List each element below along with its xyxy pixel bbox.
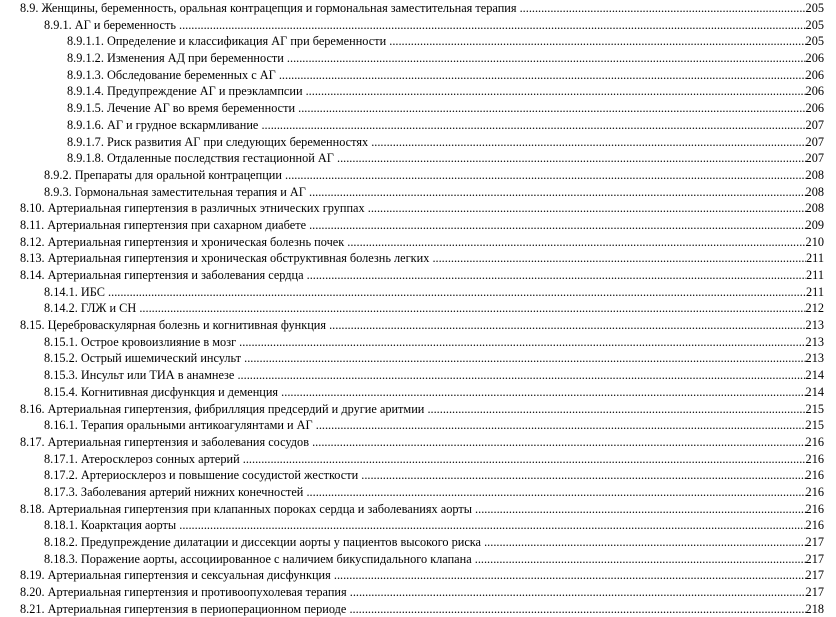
- toc-entry-title: Заболевания артерий нижних конечностей: [80, 484, 304, 499]
- toc-entry-title: Артериальная гипертензия и хроническая болезнь почек: [47, 234, 345, 249]
- toc-entry-title: Артериальная гипертензия при клапанных пороках сердца и заболеваниях аорты: [47, 501, 472, 516]
- toc-entry-label: [20, 317, 816, 334]
- toc-entry[interactable]: [0, 551, 836, 568]
- toc-entry-page: 213: [805, 318, 824, 333]
- toc-entry-page: 211: [806, 251, 824, 266]
- toc-entry-label: [67, 150, 816, 167]
- toc-entry-label: [20, 250, 816, 267]
- toc-entry[interactable]: [0, 67, 836, 84]
- toc-entry-label: [20, 401, 816, 418]
- toc-entry-title: Артериальная гипертензия и сексуальная дисфункция: [47, 568, 331, 583]
- toc-entry-title: АГ и беременность: [74, 17, 176, 32]
- toc-entry-number: 8.15.4.: [44, 384, 78, 399]
- toc-entry-page: 206: [805, 101, 824, 116]
- toc-entry-number: 8.15.3.: [44, 368, 78, 383]
- toc-entry[interactable]: [0, 467, 836, 484]
- toc-entry-number: 8.12.: [20, 234, 45, 249]
- toc-entry-number: 8.15.2.: [44, 351, 78, 366]
- toc-entry-page: 207: [805, 151, 824, 166]
- toc-entry-title: Обследование беременных с АГ: [106, 67, 276, 82]
- toc-entry[interactable]: [0, 50, 836, 67]
- toc-entry[interactable]: [0, 250, 836, 267]
- toc-entry-label: [44, 334, 816, 351]
- toc-entry-page: 218: [805, 601, 824, 616]
- toc-entry[interactable]: [0, 317, 836, 334]
- toc-entry-label: [20, 217, 816, 234]
- toc-entry-title: Артериальная гипертензия в периоперационном периоде: [47, 601, 347, 616]
- toc-entry-title: АГ и грудное вскармливание: [106, 117, 259, 132]
- toc-entry-number: 8.9.1.: [44, 17, 72, 32]
- toc-entry[interactable]: [0, 134, 836, 151]
- toc-entry-number: 8.18.2.: [44, 535, 78, 549]
- toc-entry-number: 8.16.1.: [44, 418, 78, 433]
- toc-entry-label: [20, 0, 816, 17]
- toc-entry-page: 208: [805, 184, 824, 199]
- toc-entry-title: Поражение аорты, ассоциированное с наличием бикуспидального клапана: [80, 551, 472, 566]
- toc-entry-title: Изменения АД при беременности: [106, 51, 284, 66]
- toc-entry-number: 8.18.3.: [44, 551, 78, 566]
- toc-entry[interactable]: [0, 501, 836, 518]
- toc-entry-page: 216: [805, 451, 824, 466]
- toc-entry-number: 8.21.: [20, 601, 45, 616]
- toc-entry-number: 8.9.1.6.: [67, 117, 104, 132]
- toc-entry-title: Артериальная гипертензия и заболевания сосудов: [47, 434, 310, 449]
- toc-entry-label: [44, 551, 816, 568]
- toc-entry-title: Инсульт или ТИА в анамнезе: [80, 368, 235, 383]
- toc-entry-title: ИБС: [80, 284, 105, 299]
- toc-entry[interactable]: [0, 451, 836, 468]
- toc-entry[interactable]: [0, 484, 836, 501]
- toc-entry-number: 8.15.1.: [44, 334, 78, 349]
- toc-entry-number: 8.9.1.8.: [67, 151, 104, 166]
- toc-entry-label: [44, 467, 816, 484]
- toc-entry-number: 8.14.: [20, 268, 45, 282]
- toc-entry-page: 208: [805, 201, 824, 216]
- toc-entry[interactable]: [0, 33, 836, 50]
- toc-entry-page: 207: [805, 117, 824, 132]
- toc-entry-number: 8.9.: [20, 1, 39, 15]
- toc-entry-page: 209: [805, 217, 824, 232]
- toc-entry-page: 205: [805, 17, 824, 32]
- toc-entry-number: 8.9.1.2.: [67, 51, 104, 66]
- toc-entry-number: 8.18.: [20, 501, 45, 516]
- toc-entry-number: 8.9.2.: [44, 167, 72, 182]
- toc-entry-number: 8.9.1.3.: [67, 67, 104, 82]
- toc-entry-label: [44, 17, 816, 34]
- toc-entry-label: [67, 67, 816, 84]
- toc-entry-number: 8.18.1.: [44, 518, 78, 533]
- toc-entry-page: 206: [805, 67, 824, 82]
- toc-entry-title: Артериосклероз и повышение сосудистой жесткости: [80, 468, 359, 483]
- toc-entry[interactable]: [0, 267, 836, 284]
- toc-entry-title: Отдаленные последствия гестационной АГ: [106, 151, 334, 166]
- toc-entry-title: Цереброваскулярная болезнь и когнитивная функция: [47, 318, 327, 333]
- toc-entry-title: Риск развития АГ при следующих беременностях: [106, 134, 369, 149]
- toc-entry-label: [20, 584, 816, 601]
- toc-entry-label: [67, 100, 816, 117]
- toc-entry-title: Артериальная гипертензия, фибрилляция предсердий и другие аритмии: [47, 401, 425, 416]
- toc-entry-label: [67, 134, 816, 151]
- toc-entry-title: Когнитивная дисфункция и деменция: [80, 384, 279, 399]
- toc-entry-number: 8.19.: [20, 568, 45, 583]
- toc-entry-page: 217: [805, 568, 824, 583]
- toc-entry-page: 213: [805, 351, 824, 366]
- toc-entry-page: 205: [805, 1, 824, 15]
- toc-entry-label: [44, 300, 816, 317]
- toc-entry-label: [44, 384, 816, 401]
- toc-entry-number: 8.9.1.7.: [67, 134, 104, 149]
- toc-entry-title: Терапия оральными антикоагулянтами и АГ: [80, 418, 313, 433]
- toc-entry-page: 216: [805, 501, 824, 516]
- toc-entry-title: Острое кровоизлияние в мозг: [80, 334, 237, 349]
- toc-entry-page: 205: [805, 34, 824, 49]
- toc-entry-number: 8.16.: [20, 401, 45, 416]
- toc-entry[interactable]: [0, 401, 836, 418]
- toc-entry-label: [44, 451, 816, 468]
- toc-entry-label: [44, 184, 816, 201]
- toc-entry-label: [44, 534, 816, 551]
- toc-entry[interactable]: [0, 217, 836, 234]
- toc-entry[interactable]: [0, 83, 836, 100]
- toc-entry-label: [20, 234, 816, 251]
- toc-entry-title: ГЛЖ и СН: [80, 301, 137, 316]
- toc-entry[interactable]: [0, 100, 836, 117]
- toc-entry-label: [44, 167, 816, 184]
- toc-entry-label: [44, 350, 816, 367]
- toc-entry-label: [20, 434, 816, 451]
- toc-entry-title: Артериальная гипертензия и хроническая обструктивная болезнь легких: [47, 251, 430, 266]
- toc-entry[interactable]: [0, 117, 836, 134]
- toc-entry-number: 8.17.: [20, 434, 45, 449]
- toc-entry-label: [67, 83, 816, 100]
- toc-entry-page: 213: [805, 334, 824, 349]
- toc-entry-number: 8.17.3.: [44, 484, 78, 499]
- toc-entry-label: [44, 367, 816, 384]
- toc-entry-title: Артериальная гипертензия при сахарном диабете: [47, 217, 307, 232]
- toc-entry-label: [44, 517, 816, 534]
- toc-entry[interactable]: [0, 17, 836, 34]
- toc-entry[interactable]: [0, 434, 836, 451]
- toc-entry-label: [44, 484, 816, 501]
- toc-entry-number: 8.13.: [20, 251, 45, 266]
- toc-entry-number: 8.9.1.5.: [67, 101, 104, 116]
- toc-entry-title: Коарктация аорты: [80, 518, 177, 533]
- toc-entry[interactable]: [0, 517, 836, 534]
- toc-entry-page: 215: [805, 418, 824, 433]
- toc-entry-number: 8.20.: [20, 585, 45, 600]
- toc-entry-title: Препараты для оральной контрацепции: [74, 167, 282, 182]
- toc-entry-label: [20, 267, 816, 284]
- toc-entry-title: Артериальная гипертензия в различных этнических группах: [47, 201, 365, 216]
- toc-entry[interactable]: [0, 334, 836, 351]
- toc-entry[interactable]: [0, 200, 836, 217]
- toc-entry-title: Предупреждение АГ и преэклампсии: [106, 84, 303, 99]
- toc-entry-page: 210: [805, 234, 824, 249]
- toc-entry-title: Артериальная гипертензия и противоопухолевая терапия: [47, 585, 347, 600]
- toc-entry-page: 215: [805, 401, 824, 416]
- toc-entry-page: 206: [805, 51, 824, 66]
- toc-entry-page: 217: [805, 535, 824, 549]
- toc-entry-title: Лечение АГ во время беременности: [106, 101, 296, 116]
- toc-entry-number: 8.15.: [20, 318, 45, 333]
- toc-entry-title: Атеросклероз сонных артерий: [80, 451, 240, 466]
- toc-entry-title: Гормональная заместительная терапия и АГ: [74, 184, 306, 199]
- toc-entry-title: Острый ишемический инсульт: [80, 351, 242, 366]
- toc-entry-label: [20, 200, 816, 217]
- toc-entry[interactable]: [0, 350, 836, 367]
- toc-entry-page: 217: [805, 551, 824, 566]
- toc-entry-number: 8.17.1.: [44, 451, 78, 466]
- toc-entry-page: 214: [805, 384, 824, 399]
- toc-entry[interactable]: [0, 300, 836, 317]
- toc-entry-label: [67, 117, 816, 134]
- toc-entry-page: 206: [805, 84, 824, 99]
- toc-entry-number: 8.10.: [20, 201, 45, 216]
- toc-entry[interactable]: [0, 150, 836, 167]
- toc-entry[interactable]: [0, 284, 836, 301]
- toc-entry-number: 8.9.3.: [44, 184, 72, 199]
- toc-entry-page: 216: [805, 484, 824, 499]
- toc-entry-title: Артериальная гипертензия и заболевания сердца: [47, 268, 304, 282]
- toc-entry-page: 216: [805, 468, 824, 483]
- toc-entry-title: Женщины, беременность, оральная контрацепция и гормональная заместительная терапия: [41, 1, 517, 15]
- toc-entry-label: [20, 567, 816, 584]
- toc-entry[interactable]: [0, 167, 836, 184]
- toc-entry[interactable]: [0, 184, 836, 201]
- toc-entry-title: Предупреждение дилатации и диссекции аорты у пациентов высокого риска: [80, 535, 482, 549]
- toc-entry-number: 8.14.1.: [44, 284, 78, 299]
- toc-entry[interactable]: [0, 584, 836, 601]
- toc-entry-label: [67, 50, 816, 67]
- toc-entry-label: [20, 501, 816, 518]
- toc-entry-number: 8.9.1.4.: [67, 84, 104, 99]
- toc-entry-page: 216: [805, 434, 824, 449]
- toc-entry-page: 217: [805, 585, 824, 600]
- toc-entry-page: 211: [806, 268, 824, 282]
- toc-entry-number: 8.17.2.: [44, 468, 78, 483]
- toc-entry[interactable]: [0, 534, 836, 551]
- toc-entry-page: 214: [805, 368, 824, 383]
- toc-entry[interactable]: [0, 0, 836, 17]
- toc-entry-page: 212: [805, 301, 824, 316]
- toc-entry-number: 8.9.1.1.: [67, 34, 104, 49]
- toc-entry[interactable]: [0, 417, 836, 434]
- toc-entry-page: 211: [806, 284, 824, 299]
- toc-entry[interactable]: [0, 367, 836, 384]
- toc-entry-page: 216: [805, 518, 824, 533]
- toc-entry[interactable]: [0, 234, 836, 251]
- toc-entry-label: [44, 417, 816, 434]
- toc-entry[interactable]: [0, 384, 836, 401]
- toc-entry-page: 208: [805, 167, 824, 182]
- toc-entry[interactable]: [0, 567, 836, 584]
- toc-entry-number: 8.11.: [20, 217, 45, 232]
- toc-entry-title: Определение и классификация АГ при беременности: [106, 34, 387, 49]
- toc-entry-label: [67, 33, 816, 50]
- toc-entry-page: 207: [805, 134, 824, 149]
- toc-entry-number: 8.14.2.: [44, 301, 78, 316]
- toc-entry-label: [44, 284, 816, 301]
